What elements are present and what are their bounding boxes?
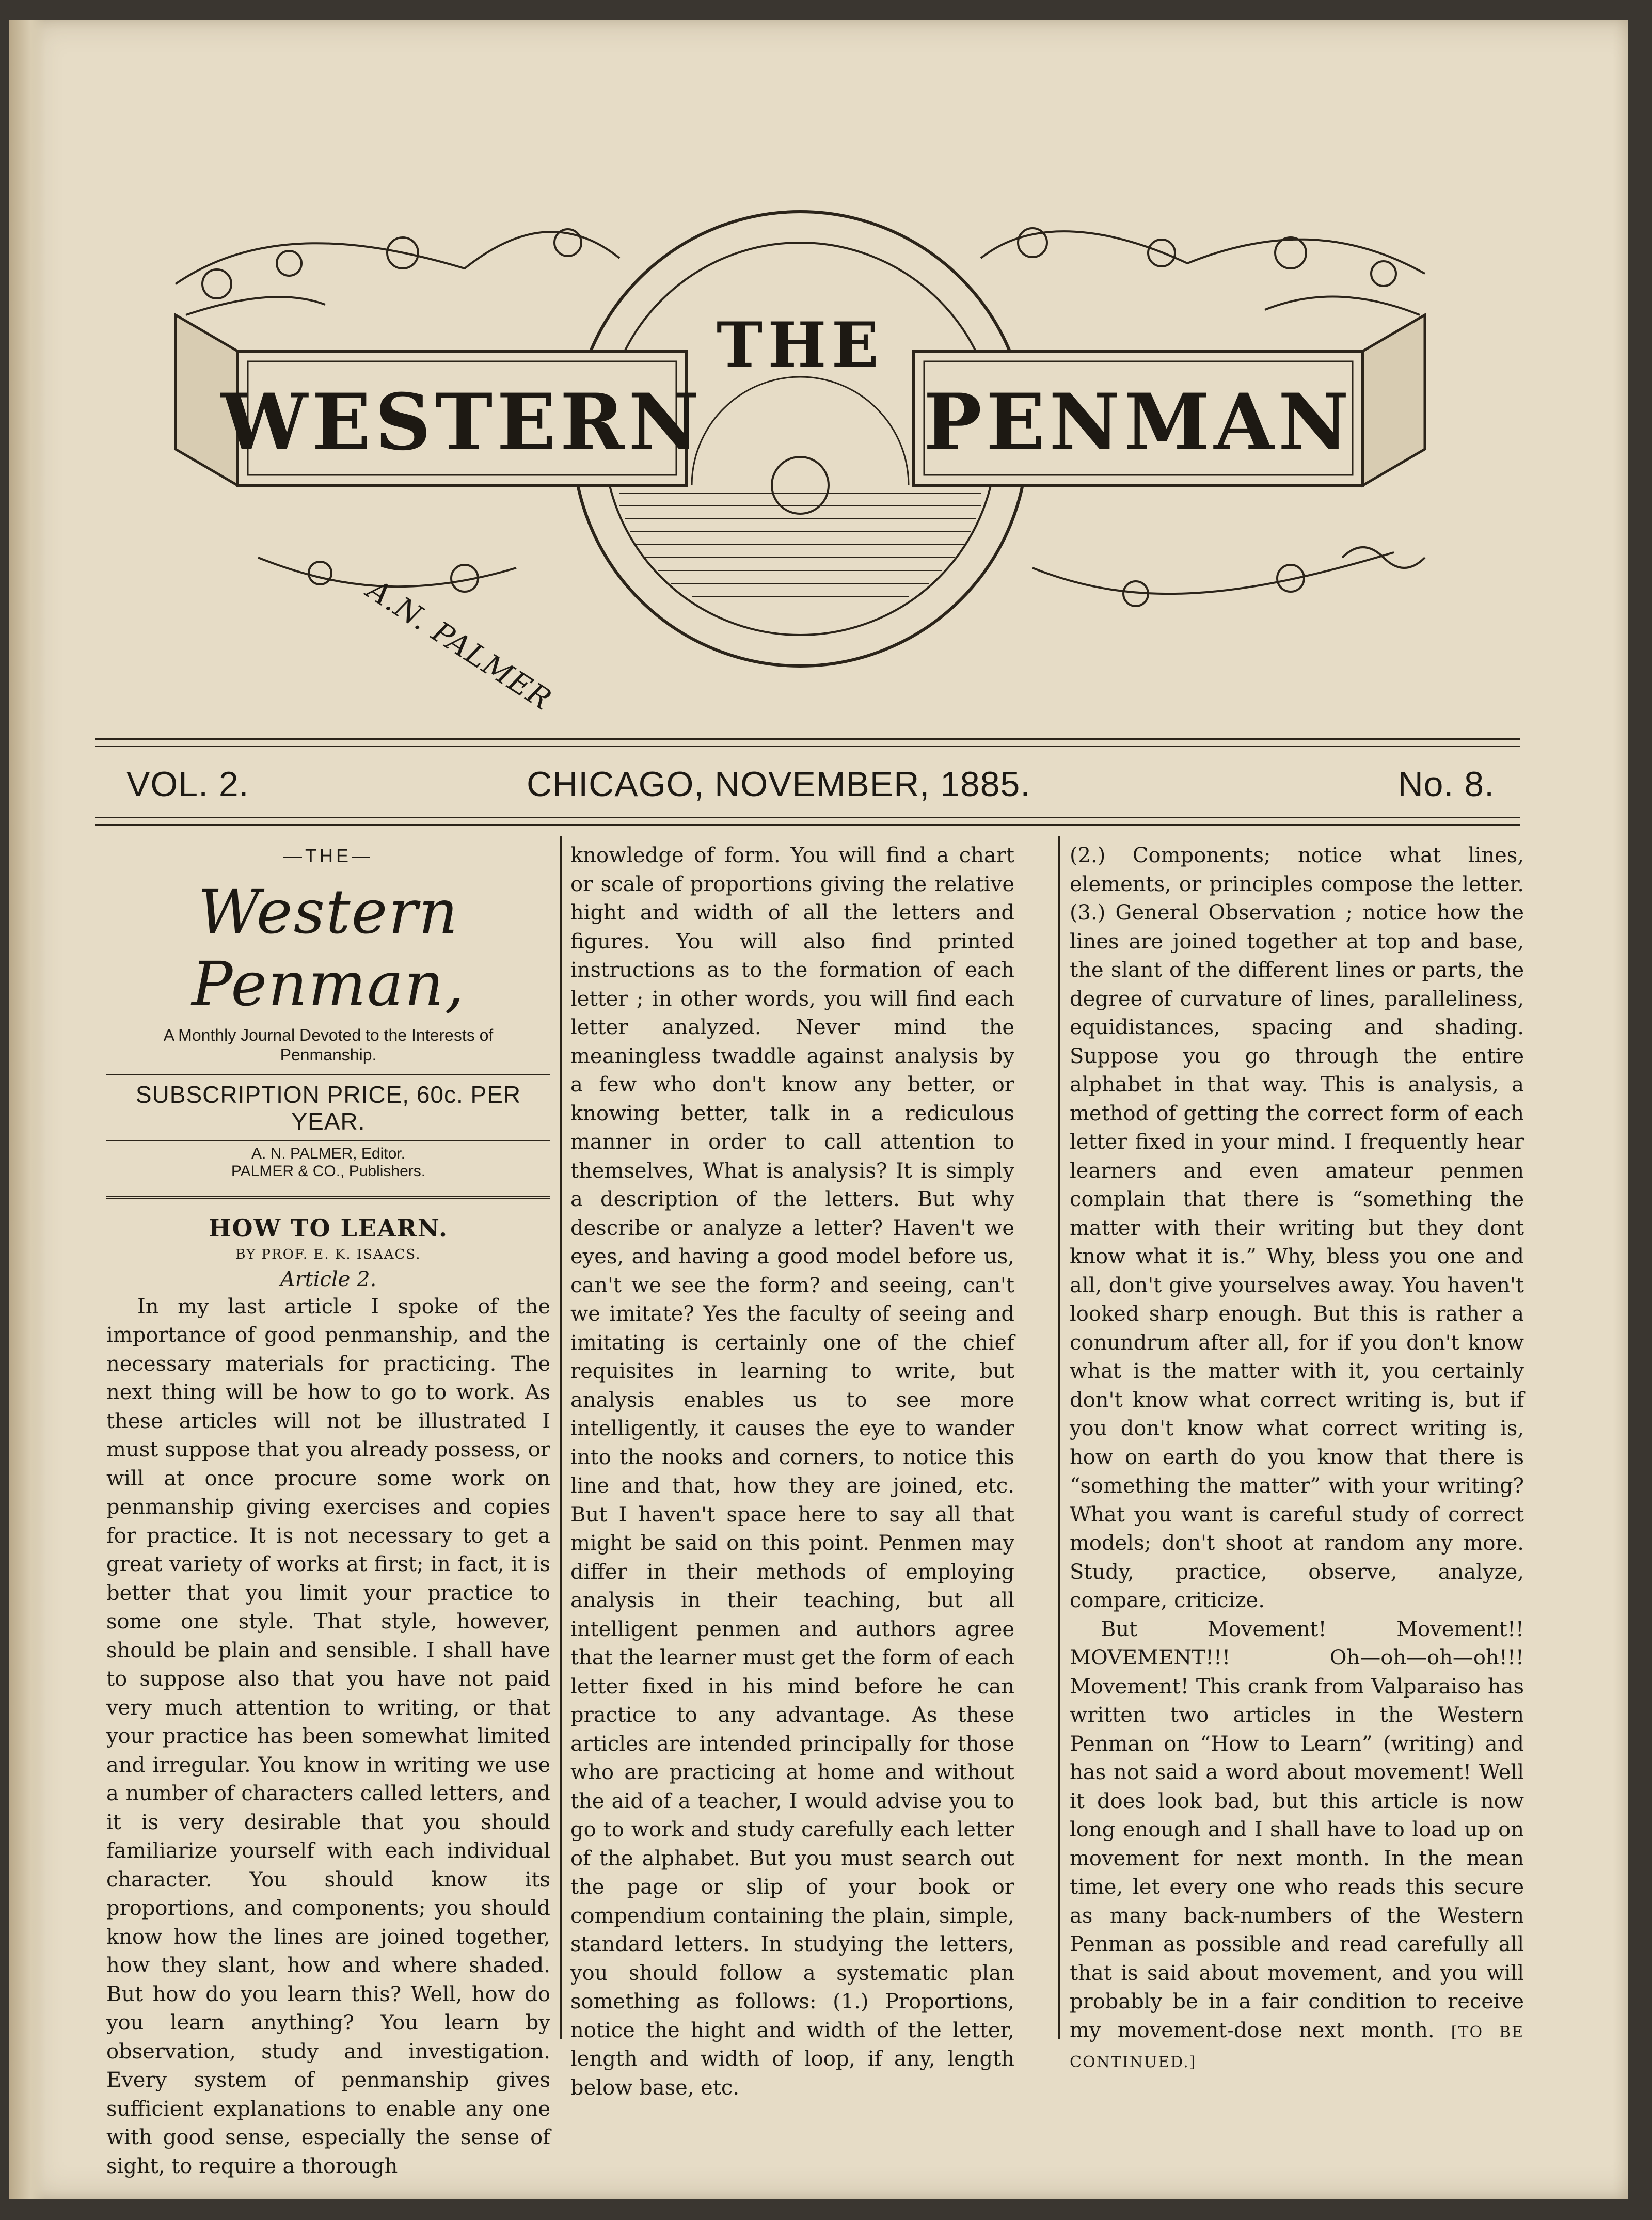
nameplate-divider [106, 1074, 550, 1075]
masthead-illustration [155, 196, 1446, 712]
dateline: CHICAGO, NOVEMBER, 1885. [527, 765, 1031, 804]
western-banner [176, 315, 703, 485]
column-3 [1070, 842, 1524, 2077]
nameplate-divider-2 [106, 1140, 550, 1141]
header-rule-top-thin [95, 746, 1520, 747]
publisher-credit: PALMER & CO., Publishers. [231, 1162, 426, 1180]
article-title: HOW TO LEARN. [209, 1214, 448, 1242]
header-rule-top [95, 738, 1520, 740]
subscription-price: SUBSCRIPTION PRICE, 60c. PER YEAR. [135, 1081, 521, 1135]
nameplate-subtitle: A Monthly Journal Devoted to the Interests of Penmanship. [163, 1025, 494, 1064]
article-paragraph-3: (2.) Components; notice what lines, elements, or principles compose the letter. (3.) General Observation ; notice how the lines are joined together at top and base, the slant of the different lines or parts, the degree of curvature of lines, paralleliness, equidistances, spacing and shading. Suppose you go through the entire alphabet in that way. This is analysis, a method of getting the correct form of each letter fixed in your mind. I frequently hear learners and even amateur penmen complain that there is “something the matter with their writing but they dont know what it is.” Why, bless you one and all, don't give yourselves away. You haven't looked sharp enough. But this is rather a conundrum after all, for if you don't know what is the matter with it, you certainly don't know what correct writing is, but if you don't know what correct writing is, how on earth do you know that there is “something the matter” with your writing? What you want is careful study of correct models; don't shoot at random any more. Study, practice, observe, analyze, compare, criticize. [1070, 844, 1524, 1612]
masthead-art [155, 196, 1446, 712]
nameplate-end-rule [106, 1196, 550, 1199]
article-part: Article 2. [280, 1267, 377, 1291]
column-divider-1 [560, 836, 562, 2039]
engraver-signature: A.N. PALMER [361, 573, 558, 717]
masthead-the-text: THE [716, 309, 884, 382]
issue-number: No. 8. [1397, 765, 1495, 804]
the-banner [717, 309, 884, 382]
nameplate-title: Western Penman, [192, 876, 465, 1020]
nameplate-the: —THE— [283, 845, 373, 866]
column-1 [106, 842, 550, 2181]
to-be-continued: [TO BE CONTINUED.] [1070, 2023, 1524, 2071]
volume-line [126, 764, 1495, 811]
header-rule-bottom-thin [95, 817, 1520, 818]
article-paragraph-4-text: But Movement! Movement!! MOVEMENT!!! Oh—oh—oh—oh!!! Movement! This crank from Valparaiso has written two articles in the Western Penman on “How to Learn” (writing) and has not said a word about movement! Well it does look bad, but this article is now long enough and I shall have to load up on movement for next month. In the mean time, let every one who reads this secure as many back-numbers of the Western Penman as possible and read carefully all that is said about movement, and you will probably be in a fair condition to receive my movement-dose next month. [1070, 1617, 1524, 2042]
volume-number: VOL. 2. [126, 765, 249, 804]
page-binding [9, 20, 45, 2199]
article-paragraph-2: knowledge of form. You will find a chart or scale of proportions giving the relative hight and width of all the letters and figures. You will also find printed instructions as to the formation of each letter ; in other words, you will find each letter analyzed. Never mind the meaningless twaddle against analysis by a few who don't know any better, or knowing better, talk in a rediculous manner in order to call attention to themselves, What is analysis? It is simply a description of the letters. But why describe or analyze a letter? Haven't we eyes, and having a good model before us, can't we see the form? and seeing, can't we imitate? Yes the faculty of seeing and imitating is certainly one of the chief requisites in learning to write, but analysis enables us to see more intelligently, it causes the eye to wander into the nooks and corners, to notice this line and that, how they are joined, etc. But I haven't space here to say all that might be said on this point. Penmen may differ in their methods of employing analysis in their teaching, but all intelligent penmen and authors agree that the learner must get the form of each letter fixed in his mind before he can practice to any advantage. As these articles are intended principally for those who are practicing at home and without the aid of a teacher, I would advise you to go to work and study carefully each letter of the alphabet. But you must search out the page or slip of your book or compendium containing the plain, simple, standard letters. In studying the letters, you should follow a systematic plan something as follows: (1.) Proportions, notice the hight and width of the letter, length and width of loop, if any, length below base, etc. [570, 844, 1014, 2100]
header-rule-bottom [95, 824, 1520, 826]
column-divider-2 [1058, 836, 1060, 2039]
column-2 [570, 842, 1014, 2102]
masthead-penman-text: PENMAN [924, 377, 1353, 468]
editor-credit: A. N. PALMER, Editor. [251, 1145, 405, 1162]
article-byline: BY PROF. E. K. ISAACS. [235, 1246, 421, 1262]
masthead-western-text: WESTERN [220, 377, 704, 468]
penman-banner [914, 315, 1425, 485]
article-paragraph-1: In my last article I spoke of the importance of good penmanship, and the necessary materials for practicing. The next thing will be how to go to work. As these articles will not be illustrated I must suppose that you already possess, or will at once procure some work on penmanship giving exercises and copies for practice. It is not necessary to get a great variety of works at first; in fact, it is better that you limit your practice to some one style. That style, however, should be plain and sensible. I shall have to suppose also that you have not paid very much attention to writing, or that your practice has been somewhat limited and irregular. You know in writing we use a number of characters called letters, and it is very desirable that you should familiarize yourself with each individual character. You should know its proportions, and components; you should know how the lines are joined together, how they slant, how and where shaded. But how do you learn this? Well, how do you learn anything? You learn by observation, study and investigation. Every system of penmanship gives sufficient explanations to enable any one with good sense, especially the sense of sight, to require a thorough [106, 1294, 550, 2178]
article-paragraph-4 [1070, 1615, 1524, 2077]
